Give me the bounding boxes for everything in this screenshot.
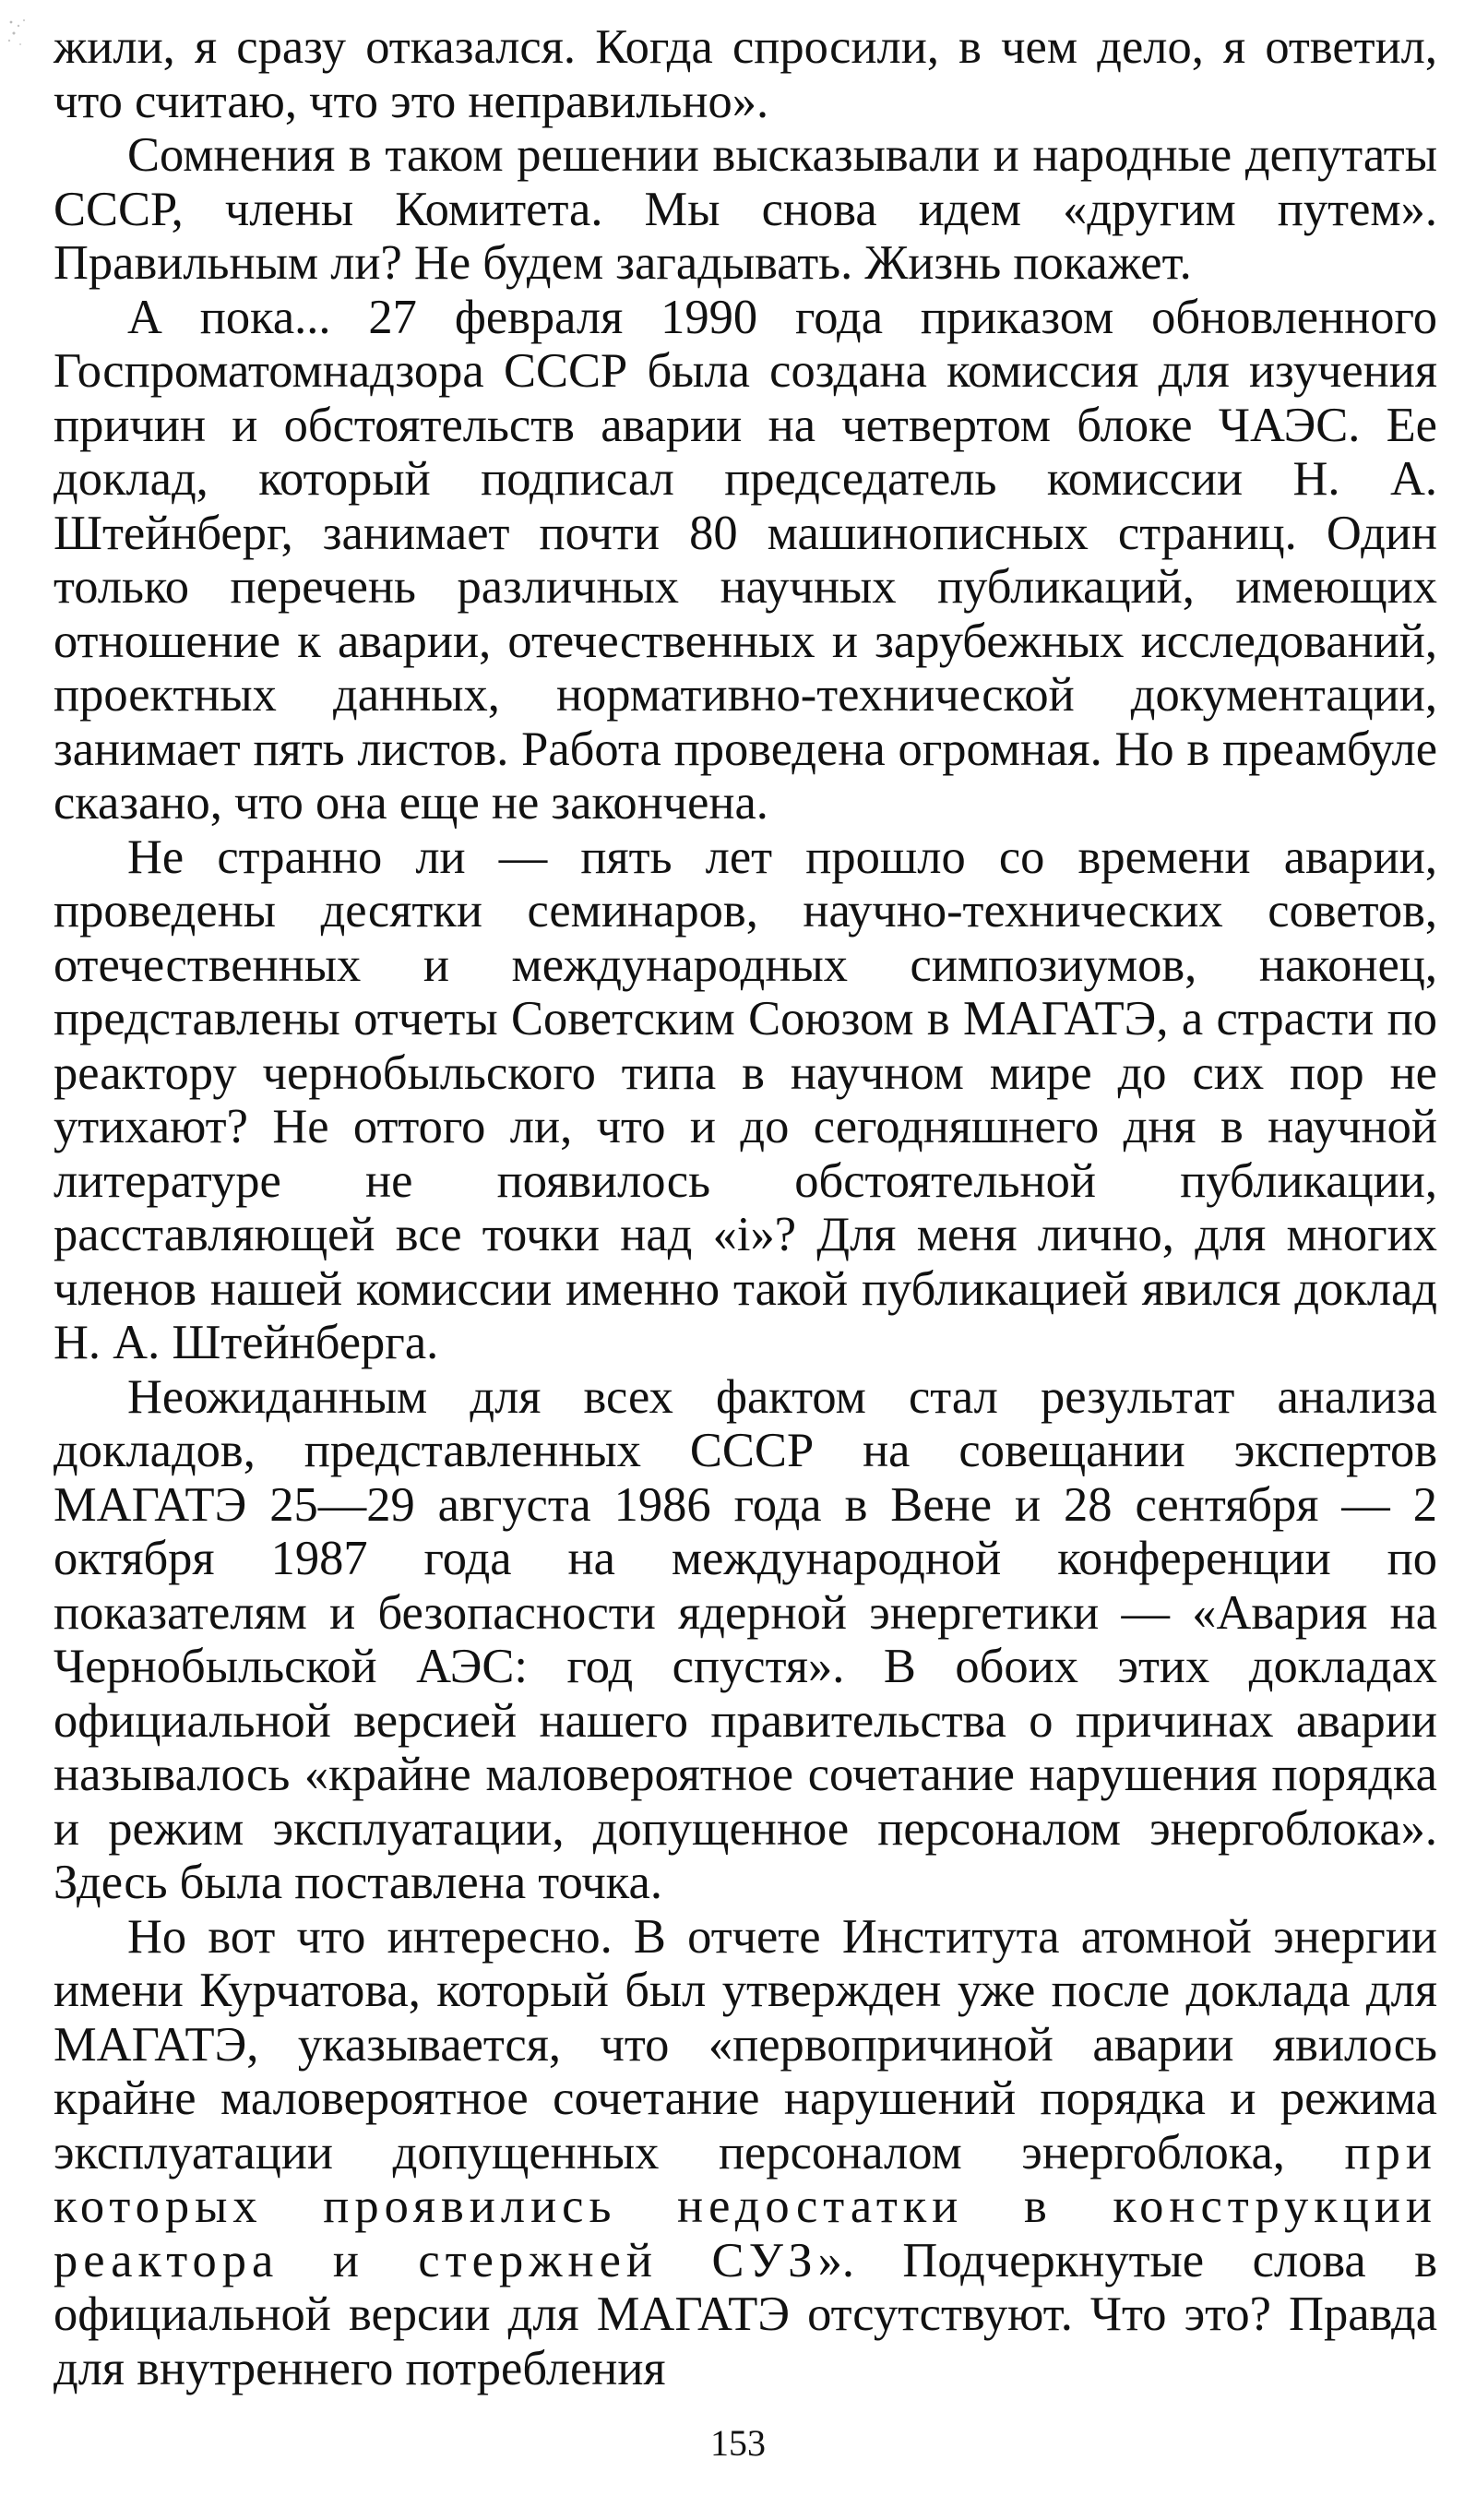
paragraph-6 [54, 1910, 1437, 2396]
paragraph-4: Не странно ли — пять лет прошло со времени аварии, проведены десятки семинаров, научно-технических советов, отечественных и международных симпозиумов, наконец, представлены отчеты Советским Союзом в МАГАТЭ, а страсти по реактору чернобыльского типа в научном мире до сих пор не утихают? Не оттого ли, что и до сегодняшнего дня в научной литературе не появилось обстоятельной публикации, расставляющей все точки над «і»? Для меня лично, для многих членов нашей комиссии именно такой публикацией явился доклад Н. А. Штейнберга. [54, 830, 1437, 1369]
paragraph-3: А пока... 27 февраля 1990 года приказом обновленного Госпроматомнадзора СССР была создана комиссия для изучения причин и обстоятельств аварии на четвертом блоке ЧАЭС. Ее доклад, который подписал председатель комиссии Н. А. Штейнберг, занимает почти 80 машинописных страниц. Один только перечень различных научных публикаций, имеющих отношение к аварии, отечественных и зарубежных исследований, проектных данных, нормативно-технической документации, занимает пять листов. Работа проведена огромная. Но в преамбуле сказано, что она еще не закончена. [54, 290, 1437, 830]
paragraph-2: Сомнения в таком решении высказывали и народные депутаты СССР, члены Комитета. Мы снова идем «другим путем». Правильным ли? Не будем загадывать. Жизнь покажет. [54, 128, 1437, 290]
paragraph-5: Неожиданным для всех фактом стал результат анализа докладов, представленных СССР на совещании экспертов МАГАТЭ 25—29 августа 1986 года в Вене и 28 сентября — 2 октября 1987 года на международной конференции по показателям и безопасности ядерной энергетики — «Авария на Чернобыльской АЭС: год спустя». В обоих этих докладах официальной версией нашего правительства о причинах аварии называлось «крайне маловероятное сочетание нарушения порядка и режим эксплуатации, допущенное персоналом энергоблока». Здесь была поставлена точка. [54, 1369, 1437, 1909]
page-number: 153 [710, 2422, 766, 2464]
spaced-emphasis-text: при которых проявились недостатки в конструкции реактора и стержней СУЗ [54, 2125, 1437, 2287]
paragraph-6-text-end: ». Подчеркнутые слова в официальной версии для МАГАТЭ отсутствуют. Что это? Правда для внутреннего потребления [54, 2233, 1437, 2395]
book-page [54, 20, 1437, 2502]
paragraph-1: жили, я сразу отказался. Когда спросили, в чем дело, я ответил, что считаю, что это неправильно». [54, 20, 1437, 128]
paragraph-6-text-start: Но вот что интересно. В отчете Института атомной энергии имени Курчатова, который был утвержден уже после доклада для МАГАТЭ, указывается, что «первопричиной аварии явилось крайне маловероятное сочетание нарушений порядка и режима эксплуатации допущенных персоналом энергоблока, [54, 1909, 1437, 2180]
scan-speckle-mark [6, 17, 41, 65]
